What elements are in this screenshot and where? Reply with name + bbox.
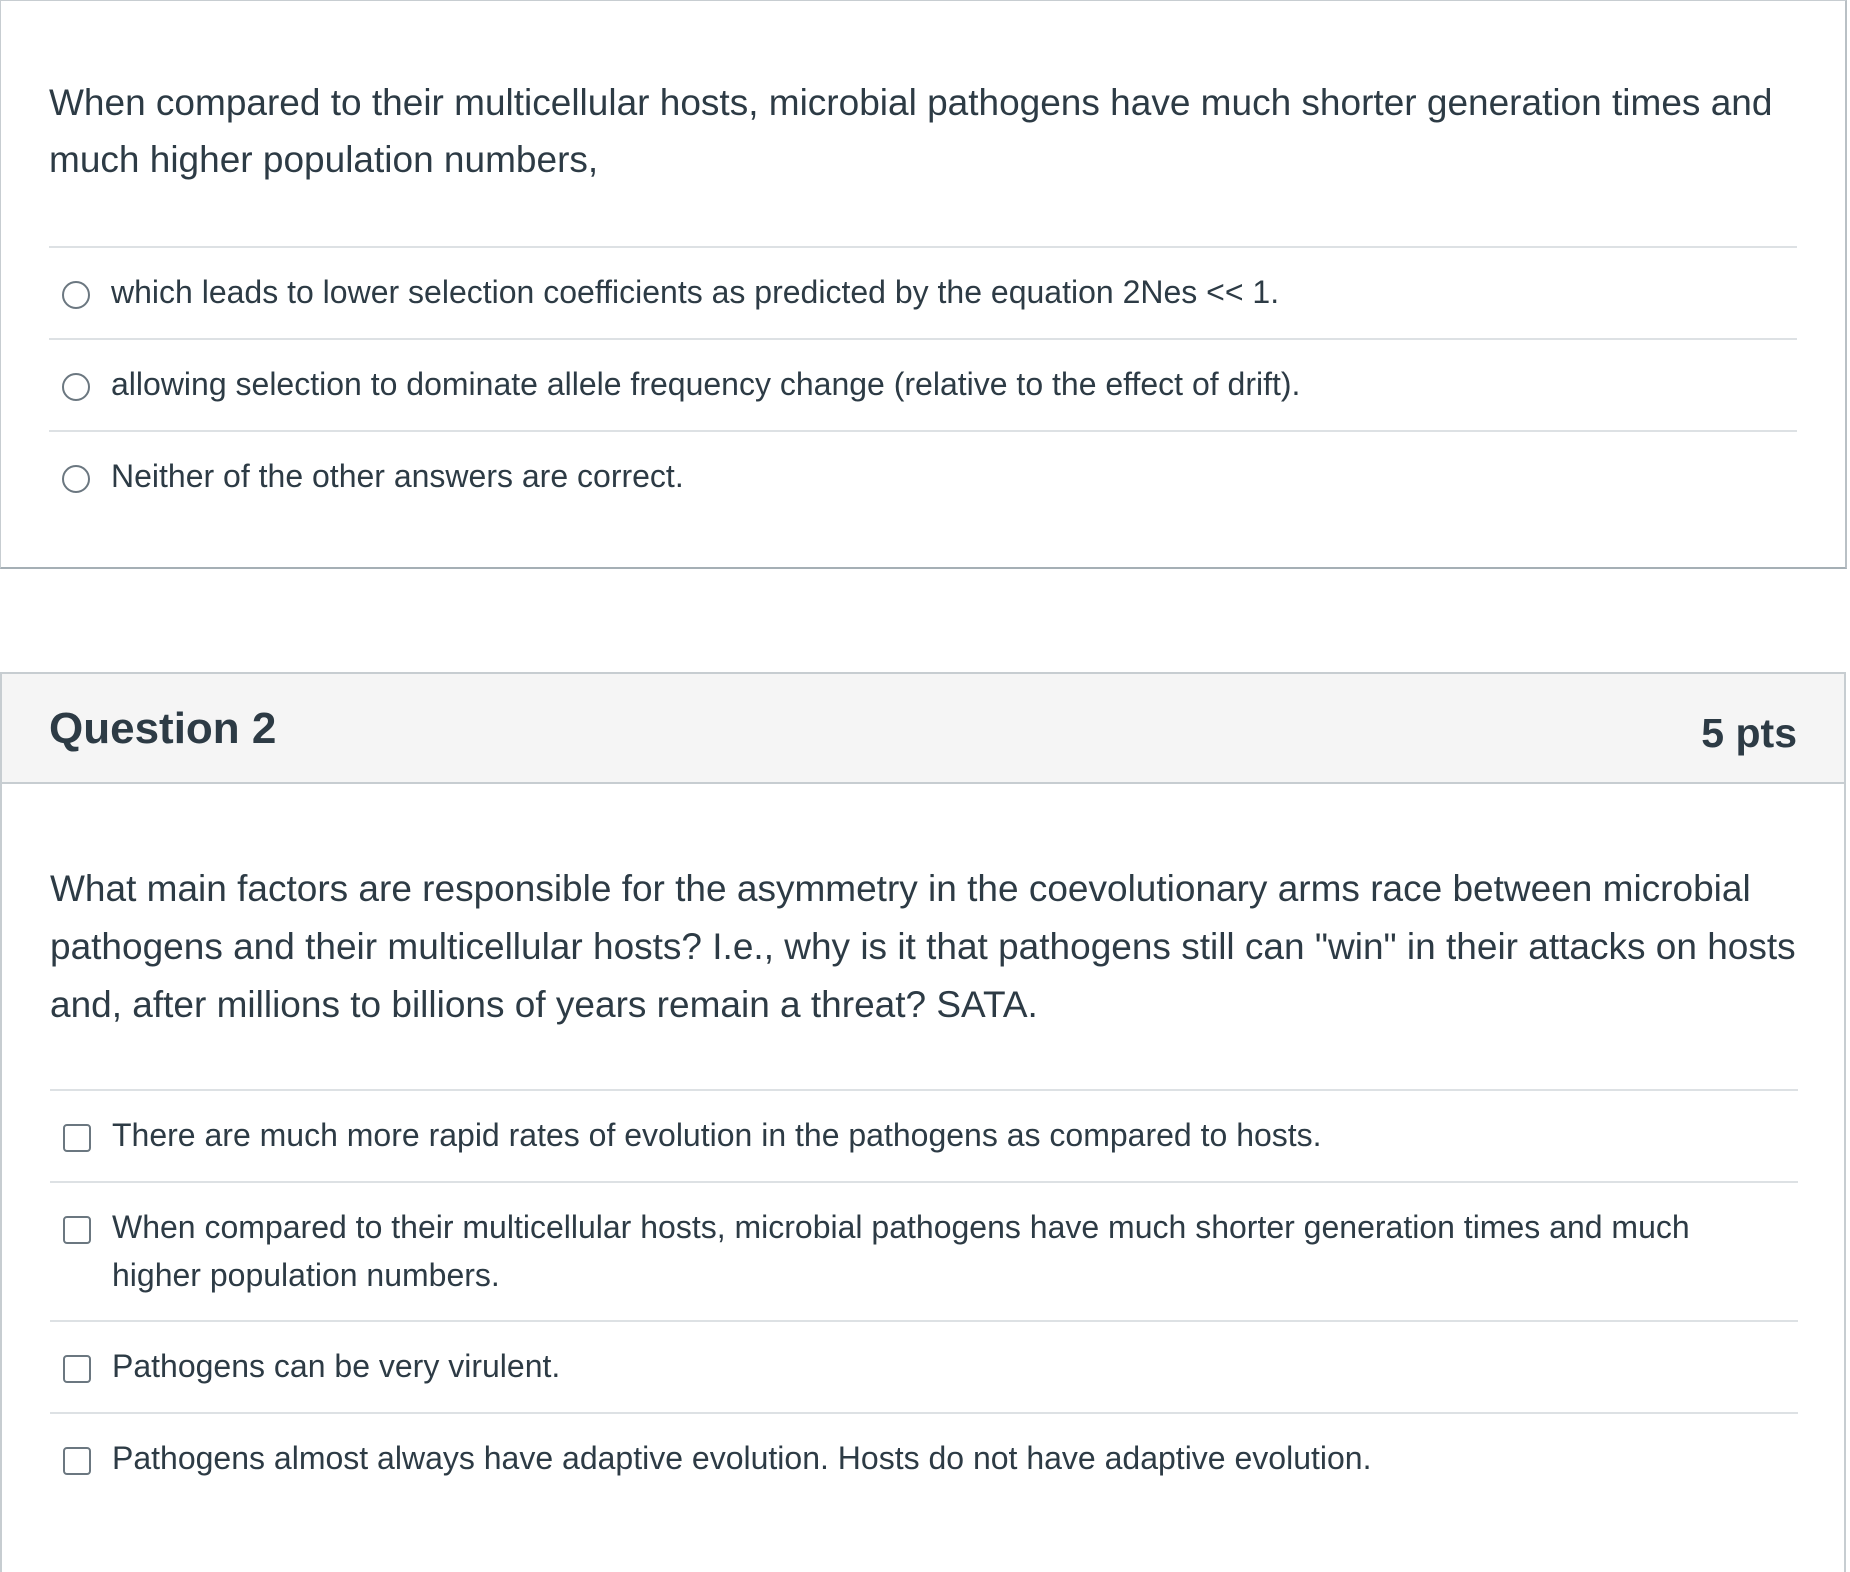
question-1-answer-list: [49, 246, 1797, 522]
question-1-answer-3[interactable]: [49, 430, 1797, 522]
answer-label: When compared to their multicellular hosts, microbial pathogens have much shorter generation times and much higher population numbers.: [112, 1209, 1690, 1293]
question-1-card: [0, 0, 1847, 569]
question-1-prompt: When compared to their multicellular hosts, microbial pathogens have much shorter generation times and much higher population numbers,: [49, 82, 1773, 180]
question-2-header: [2, 674, 1844, 784]
answer-label: Pathogens can be very virulent.: [112, 1348, 561, 1384]
radio-button[interactable]: [62, 373, 90, 401]
checkbox[interactable]: [63, 1355, 91, 1383]
question-2-prompt: What main factors are responsible for the asymmetry in the coevolutionary arms race between microbial pathogens and their multicellular hosts? I.e., why is it that pathogens still can "win" in their attacks on hosts and, after millions to billions of years remain a threat? SATA.: [50, 868, 1796, 1025]
question-title: Question 2: [49, 704, 277, 753]
radio-button[interactable]: [62, 465, 90, 493]
checkbox[interactable]: [63, 1216, 91, 1244]
radio-button[interactable]: [62, 281, 90, 309]
question-2-answer-1[interactable]: [50, 1089, 1798, 1181]
answer-label: There are much more rapid rates of evolution in the pathogens as compared to hosts.: [112, 1117, 1322, 1153]
checkbox[interactable]: [63, 1447, 91, 1475]
question-2-answer-4[interactable]: [50, 1412, 1798, 1504]
answer-label: Pathogens almost always have adaptive evolution. Hosts do not have adaptive evolution.: [112, 1440, 1372, 1476]
answer-label: Neither of the other answers are correct.: [111, 458, 684, 494]
answer-label: which leads to lower selection coefficients as predicted by the equation 2Nes << 1.: [111, 274, 1280, 310]
question-2-answer-list: [50, 1089, 1798, 1504]
checkbox[interactable]: [63, 1124, 91, 1152]
question-1-answer-1[interactable]: [49, 246, 1797, 338]
question-2-card: [0, 672, 1846, 1572]
question-points: 5 pts: [1701, 710, 1797, 756]
question-2-answer-3[interactable]: [50, 1320, 1798, 1412]
question-2-answer-2[interactable]: [50, 1181, 1798, 1320]
answer-label: allowing selection to dominate allele frequency change (relative to the effect of drift).: [111, 366, 1301, 402]
question-1-answer-2[interactable]: [49, 338, 1797, 430]
